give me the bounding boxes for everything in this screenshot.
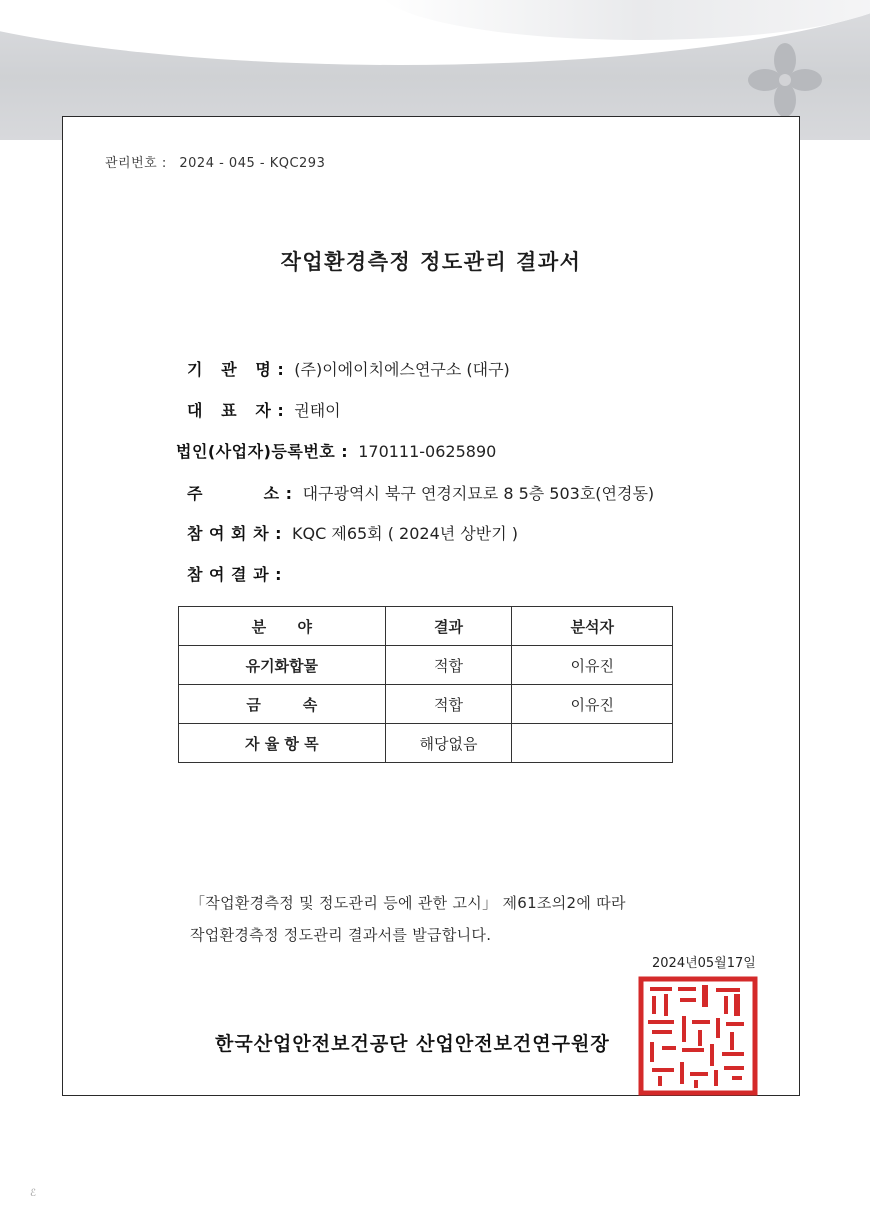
field-representative-label: 대 표 자 : <box>187 401 285 420</box>
field-registration-number <box>176 439 496 462</box>
row-result: 적합 <box>385 646 512 685</box>
row-field: 유기화합물 <box>179 646 386 685</box>
table-row <box>179 646 673 685</box>
row-result: 해당없음 <box>385 724 512 763</box>
field-round-value: KQC 제65회 ( 2024년 상반기 ) <box>292 524 519 543</box>
issue-date: 2024년05월17일 <box>652 956 756 971</box>
table-row <box>179 685 673 724</box>
row-analyst <box>512 724 673 763</box>
notice-line-1: 「작업환경측정 및 정도관리 등에 관한 고시」 제61조의2에 따라 <box>190 894 626 912</box>
field-organization-value: (주)이에이치에스연구소 (대구) <box>294 360 510 379</box>
header-field: 분 야 <box>179 607 386 646</box>
document-title: 작업환경측정 정도관리 결과서 <box>280 250 582 274</box>
row-result: 적합 <box>385 685 512 724</box>
field-representative <box>187 398 341 421</box>
issuer-name: 한국산업안전보건공단 산업안전보건연구원장 <box>215 1033 610 1055</box>
results-table <box>178 606 673 763</box>
table-header-row <box>179 607 673 646</box>
official-seal-stamp <box>638 976 758 1096</box>
table-row <box>179 724 673 763</box>
plus-clover-logo-icon <box>745 40 825 120</box>
field-organization-label: 기 관 명 : <box>187 360 285 379</box>
field-organization <box>187 357 510 380</box>
row-analyst: 이유진 <box>512 646 673 685</box>
row-field: 자 율 항 목 <box>179 724 386 763</box>
header-result: 결과 <box>385 607 512 646</box>
field-result <box>187 562 282 585</box>
document-number-value: 2024 - 045 - KQC293 <box>179 156 326 171</box>
field-address-label: 주 소 : <box>187 484 293 503</box>
notice-line-2: 작업환경측정 정도관리 결과서를 발급합니다. <box>190 926 492 944</box>
field-round-label: 참 여 회 차 : <box>187 524 283 543</box>
row-analyst: 이유진 <box>512 685 673 724</box>
header-analyst: 분석자 <box>512 607 673 646</box>
field-address-value: 대구광역시 북구 연경지묘로 8 5층 503호(연경동) <box>302 484 655 503</box>
field-round <box>187 521 518 544</box>
field-representative-value: 권태이 <box>294 401 341 420</box>
field-registration-label: 법인(사업자)등록번호 : <box>176 442 349 461</box>
field-registration-value: 170111-0625890 <box>358 442 497 461</box>
document-number <box>105 152 325 171</box>
row-field: 금 속 <box>179 685 386 724</box>
margin-mark: ℰ <box>30 1188 37 1199</box>
field-result-label: 참 여 결 과 : <box>187 565 283 584</box>
field-address <box>187 481 654 504</box>
document-number-label: 관리번호 : <box>105 156 167 171</box>
